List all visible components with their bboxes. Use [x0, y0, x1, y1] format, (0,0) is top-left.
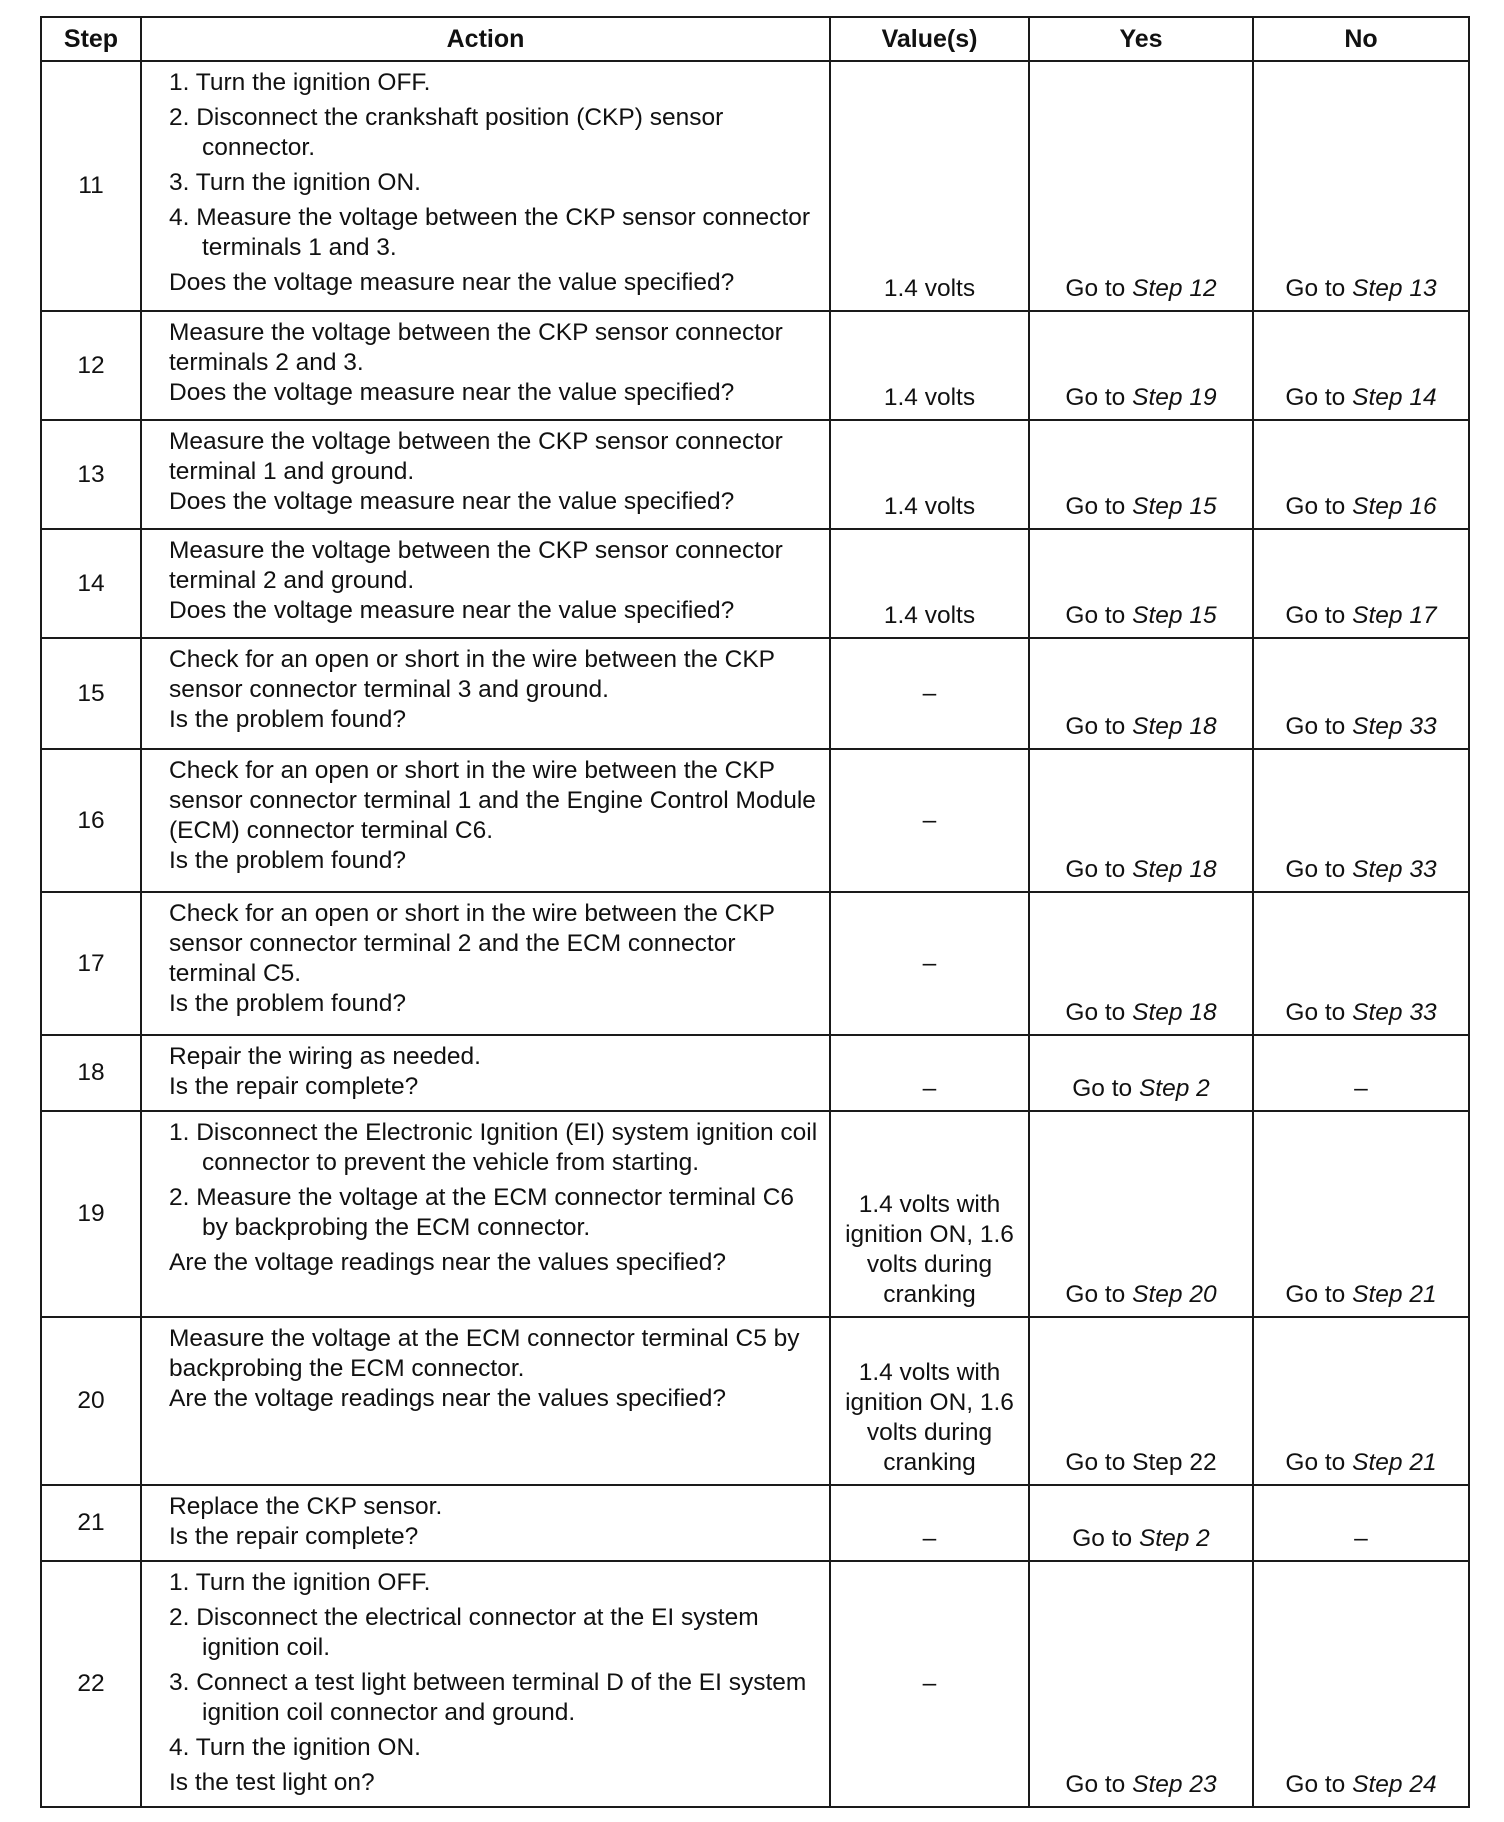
step-number: 13 [41, 420, 141, 529]
value-cell: 1.4 volts [830, 529, 1029, 638]
yes-cell [1029, 638, 1253, 749]
no-prefix: Go to [1285, 856, 1353, 883]
yes-prefix: Go to [1065, 1771, 1133, 1798]
value-cell: 1.4 volts [830, 420, 1029, 529]
header-action: Action [141, 17, 830, 61]
yes-step-link: Step 15 [1132, 602, 1217, 629]
no-prefix: Go to [1285, 1449, 1353, 1476]
no-cell [1253, 1111, 1469, 1317]
action-question: Are the voltage readings near the values specified? [169, 1249, 727, 1276]
action-question: Does the voltage measure near the value specified? [169, 269, 735, 296]
no-step-link: Step 14 [1352, 384, 1437, 411]
table-row [41, 749, 1469, 892]
header-no: No [1253, 17, 1469, 61]
no-prefix: Go to [1285, 713, 1353, 740]
no-step-link: Step 33 [1352, 713, 1437, 740]
table-row [41, 1485, 1469, 1561]
step-number: 20 [41, 1317, 141, 1485]
table-row [41, 61, 1469, 311]
no-prefix: Go to [1285, 493, 1353, 520]
yes-prefix: Go to [1065, 999, 1133, 1026]
action-text: Measure the voltage between the CKP sensor connector terminal 1 and ground. [169, 428, 783, 485]
value-cell: – [830, 1485, 1029, 1561]
table-row [41, 638, 1469, 749]
action-item: 2. Disconnect the crankshaft position (CKP) sensor connector. [169, 104, 724, 161]
action-item: 4. Turn the ignition ON. [169, 1734, 421, 1761]
header-values: Value(s) [830, 17, 1029, 61]
no-step-link: Step 33 [1352, 856, 1437, 883]
action-question: Does the voltage measure near the value specified? [169, 488, 735, 515]
action-cell [141, 1035, 830, 1111]
yes-cell [1029, 420, 1253, 529]
step-number: 18 [41, 1035, 141, 1111]
action-cell [141, 638, 830, 749]
no-prefix: Go to [1285, 1281, 1353, 1308]
yes-step-link: Step 2 [1138, 1075, 1210, 1102]
yes-prefix: Go to [1065, 384, 1133, 411]
yes-step-link: Step 23 [1132, 1771, 1217, 1798]
table-row [41, 420, 1469, 529]
header-row [41, 17, 1469, 61]
no-step-link: Step 13 [1352, 275, 1437, 302]
table-row [41, 1317, 1469, 1485]
action-item: 2. Disconnect the electrical connector at the EI system ignition coil. [169, 1604, 759, 1661]
action-text: Measure the voltage at the ECM connector terminal C5 by backprobing the ECM connector. [169, 1325, 800, 1382]
yes-cell [1029, 529, 1253, 638]
no-step-link: Step 21 [1352, 1449, 1437, 1476]
step-number: 16 [41, 749, 141, 892]
table-row [41, 1111, 1469, 1317]
yes-step-link: Step 18 [1132, 713, 1217, 740]
step-number: 19 [41, 1111, 141, 1317]
value-cell: – [830, 638, 1029, 749]
action-cell [141, 1111, 830, 1317]
action-item: 2. Measure the voltage at the ECM connector terminal C6 by backprobing the ECM connector. [169, 1184, 795, 1241]
no-step-link: Step 17 [1352, 602, 1437, 629]
action-question: Are the voltage readings near the values specified? [169, 1385, 727, 1412]
action-cell [141, 892, 830, 1035]
action-cell [141, 311, 830, 420]
yes-step-link: Step 18 [1132, 999, 1217, 1026]
action-question: Does the voltage measure near the value specified? [169, 597, 735, 624]
action-question: Is the test light on? [169, 1769, 375, 1796]
action-cell [141, 1485, 830, 1561]
action-item: 1. Turn the ignition OFF. [169, 1569, 431, 1596]
action-text: Check for an open or short in the wire between the CKP sensor connector terminal 3 and ground. [169, 646, 775, 703]
value-cell: 1.4 volts [830, 311, 1029, 420]
no-cell [1253, 420, 1469, 529]
no-prefix: Go to [1285, 275, 1353, 302]
yes-cell [1029, 749, 1253, 892]
step-number: 12 [41, 311, 141, 420]
action-text: Check for an open or short in the wire between the CKP sensor connector terminal 2 and the ECM connector terminal C5. [169, 900, 775, 987]
no-prefix: Go to [1285, 384, 1353, 411]
step-number: 14 [41, 529, 141, 638]
no-step-link: Step 21 [1352, 1281, 1437, 1308]
yes-step-link: Step 18 [1132, 856, 1217, 883]
yes-cell: Go to Step 22 [1029, 1317, 1253, 1485]
no-cell [1253, 529, 1469, 638]
yes-step-link: Step 19 [1132, 384, 1217, 411]
yes-prefix: Go to [1072, 1075, 1139, 1102]
yes-prefix: Go to [1072, 1525, 1139, 1552]
action-item: 1. Turn the ignition OFF. [169, 69, 431, 96]
yes-step-link: Step 12 [1132, 275, 1217, 302]
value-cell: 1.4 volts with ignition ON, 1.6 volts during cranking [830, 1317, 1029, 1485]
yes-prefix: Go to [1065, 1281, 1133, 1308]
yes-cell [1029, 1111, 1253, 1317]
action-question: Is the problem found? [169, 706, 406, 733]
value-cell: – [830, 749, 1029, 892]
action-question: Is the repair complete? [169, 1073, 419, 1100]
value-cell: – [830, 1561, 1029, 1807]
no-cell [1253, 311, 1469, 420]
step-number: 22 [41, 1561, 141, 1807]
no-cell [1253, 1561, 1469, 1807]
no-step-link: Step 16 [1352, 493, 1437, 520]
action-cell [141, 529, 830, 638]
no-cell [1253, 1317, 1469, 1485]
action-cell [141, 1561, 830, 1807]
action-cell [141, 420, 830, 529]
step-number: 11 [41, 61, 141, 311]
action-item: 1. Disconnect the Electronic Ignition (EI) system ignition coil connector to prevent the vehicle from starting. [169, 1119, 818, 1176]
yes-step-link: Step 20 [1132, 1281, 1217, 1308]
yes-cell [1029, 1561, 1253, 1807]
yes-cell [1029, 311, 1253, 420]
value-cell: 1.4 volts [830, 61, 1029, 311]
action-text: Measure the voltage between the CKP sensor connector terminal 2 and ground. [169, 537, 783, 594]
action-text: Check for an open or short in the wire between the CKP sensor connector terminal 1 and the Engine Control Module (ECM) connector terminal C6. [169, 757, 816, 844]
yes-prefix: Go to [1065, 493, 1133, 520]
table-row [41, 1561, 1469, 1807]
no-cell: – [1253, 1485, 1469, 1561]
table-row [41, 529, 1469, 638]
value-cell: – [830, 892, 1029, 1035]
action-text: Replace the CKP sensor. [169, 1493, 443, 1520]
no-prefix: Go to [1285, 602, 1353, 629]
no-cell [1253, 638, 1469, 749]
table-row [41, 311, 1469, 420]
action-question: Is the repair complete? [169, 1523, 419, 1550]
action-question: Is the problem found? [169, 990, 406, 1017]
action-cell [141, 749, 830, 892]
yes-prefix: Go to [1065, 856, 1133, 883]
action-item: 3. Connect a test light between terminal D of the EI system ignition coil connector and ground. [169, 1669, 807, 1726]
yes-cell [1029, 892, 1253, 1035]
action-item: 3. Turn the ignition ON. [169, 169, 421, 196]
value-cell: – [830, 1035, 1029, 1111]
yes-cell [1029, 1485, 1253, 1561]
table-row [41, 892, 1469, 1035]
diagnostic-table [40, 16, 1470, 1808]
step-number: 21 [41, 1485, 141, 1561]
step-number: 15 [41, 638, 141, 749]
step-number: 17 [41, 892, 141, 1035]
action-cell [141, 61, 830, 311]
action-question: Does the voltage measure near the value specified? [169, 379, 735, 406]
no-cell [1253, 892, 1469, 1035]
yes-prefix: Go to [1065, 713, 1133, 740]
yes-cell [1029, 61, 1253, 311]
no-step-link: Step 33 [1352, 999, 1437, 1026]
action-cell [141, 1317, 830, 1485]
action-item: 4. Measure the voltage between the CKP sensor connector terminals 1 and 3. [169, 204, 811, 261]
yes-step-link: Step 15 [1132, 493, 1217, 520]
yes-prefix: Go to [1065, 602, 1133, 629]
header-step: Step [41, 17, 141, 61]
no-prefix: Go to [1285, 999, 1353, 1026]
no-cell [1253, 749, 1469, 892]
value-cell: 1.4 volts with ignition ON, 1.6 volts during cranking [830, 1111, 1029, 1317]
yes-prefix: Go to [1065, 275, 1133, 302]
table-row [41, 1035, 1469, 1111]
action-text: Repair the wiring as needed. [169, 1043, 481, 1070]
yes-cell [1029, 1035, 1253, 1111]
action-text: Measure the voltage between the CKP sensor connector terminals 2 and 3. [169, 319, 783, 376]
no-cell: – [1253, 1035, 1469, 1111]
no-prefix: Go to [1285, 1771, 1353, 1798]
header-yes: Yes [1029, 17, 1253, 61]
no-cell [1253, 61, 1469, 311]
yes-step-link: Step 2 [1138, 1525, 1210, 1552]
no-step-link: Step 24 [1352, 1771, 1437, 1798]
action-question: Is the problem found? [169, 847, 406, 874]
